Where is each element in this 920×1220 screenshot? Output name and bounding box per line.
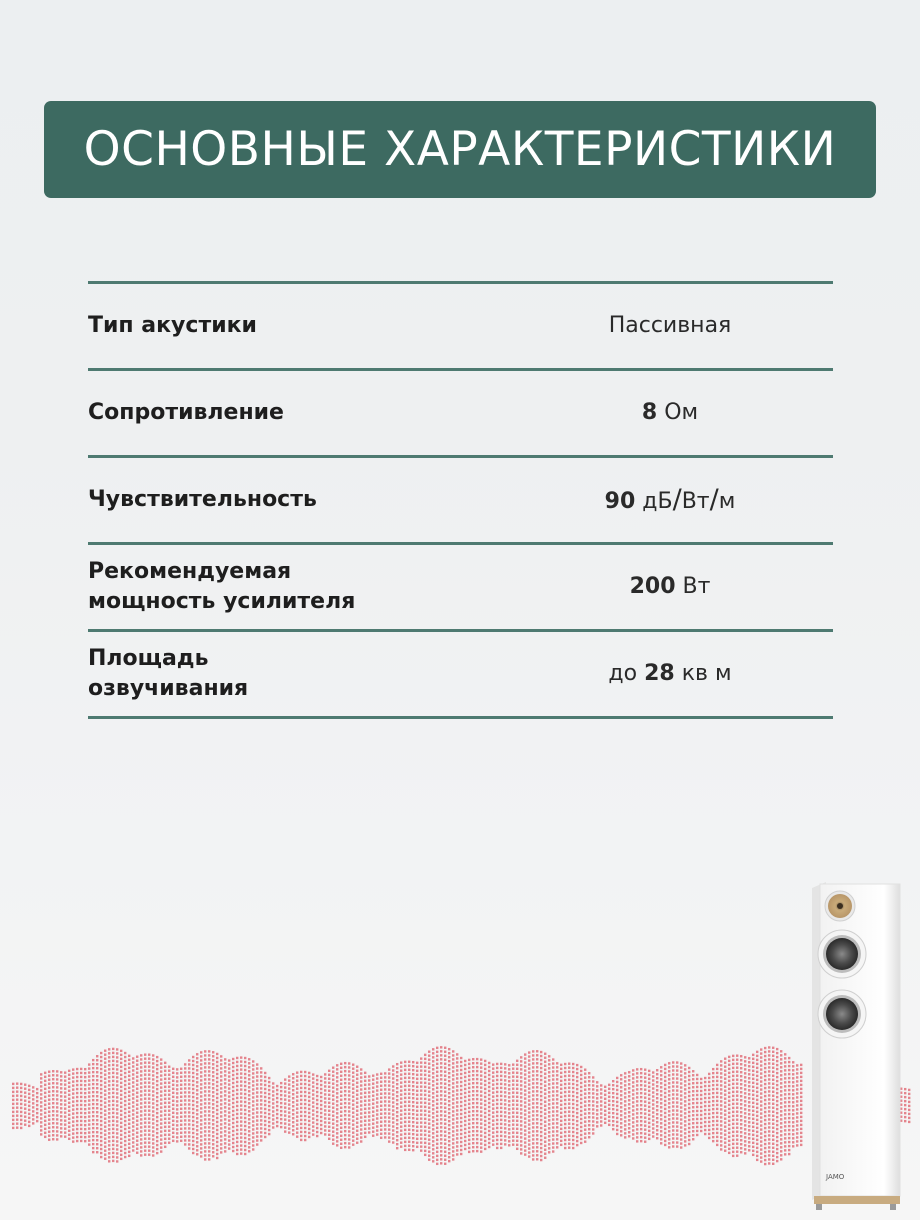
floorstanding-speaker-image (806, 882, 906, 1212)
spec-value (560, 545, 780, 629)
sound-wave-decoration (0, 1040, 920, 1170)
spec-value-number: 8 (641, 400, 658, 425)
row-divider (88, 281, 833, 284)
spec-value (560, 458, 780, 542)
spec-label-line: Чувствительность (88, 487, 317, 512)
spec-label-line: Тип акустики (88, 313, 257, 338)
spec-label-line: озвучивания (88, 676, 249, 701)
spec-label (88, 545, 355, 629)
spec-value-number: 90 (604, 489, 636, 514)
row-divider (88, 542, 833, 545)
spec-value-unit: кв м (674, 661, 732, 686)
speaker-brand-logo: JAMO (826, 1173, 845, 1181)
spec-label-line: мощность усилителя (88, 589, 356, 614)
spec-value (560, 284, 780, 368)
row-divider (88, 455, 833, 458)
spec-label (88, 458, 317, 542)
spec-value-number: 28 (644, 661, 675, 686)
spec-value (560, 632, 780, 716)
spec-value-unit: м (718, 489, 736, 514)
row-divider (88, 368, 833, 371)
spec-value-unit: до (608, 661, 645, 686)
spec-value-unit: / (709, 484, 719, 515)
title-banner (44, 101, 876, 198)
spec-value-unit: / (672, 484, 682, 515)
spec-value-unit: Вт (681, 489, 710, 514)
spec-label-line: Рекомендуемая (88, 559, 292, 584)
spec-value-unit: Ом (657, 400, 699, 425)
spec-label (88, 632, 248, 716)
spec-label (88, 371, 284, 455)
spec-value-number: 200 (629, 574, 676, 599)
spec-label (88, 284, 257, 368)
spec-value-unit: Пассивная (608, 313, 732, 338)
row-divider (88, 629, 833, 632)
spec-label-line: Площадь (88, 646, 209, 671)
spec-label-line: Сопротивление (88, 400, 284, 425)
spec-value-unit: Вт (675, 574, 711, 599)
spec-value-unit: дБ (635, 489, 673, 514)
page-title: ОСНОВНЫЕ ХАРАКТЕРИСТИКИ (83, 122, 837, 177)
spec-value (560, 371, 780, 455)
row-divider (88, 716, 833, 719)
